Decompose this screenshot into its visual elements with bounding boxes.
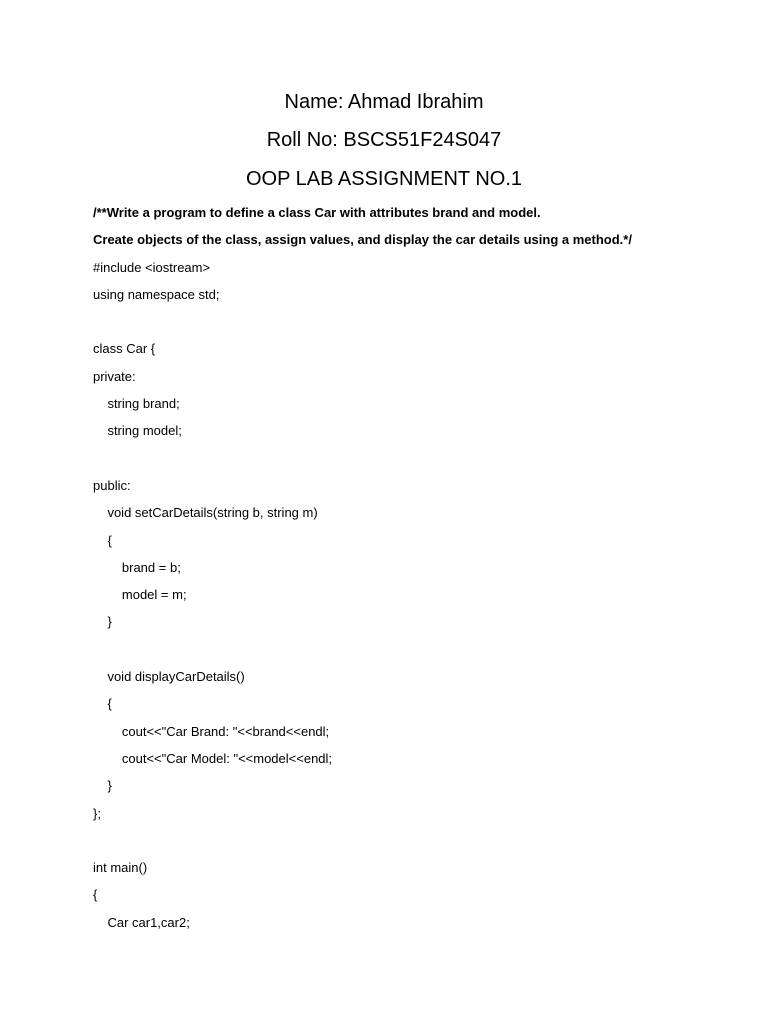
code-line: int main()	[93, 860, 148, 876]
code-line: private:	[93, 368, 136, 384]
code-line	[93, 308, 733, 335]
code-listing	[93, 199, 733, 936]
code-line: brand = b;	[93, 559, 181, 575]
assignment-title: OOP LAB ASSIGNMENT NO.1	[245, 168, 522, 190]
code-line: {	[93, 887, 98, 903]
code-line	[93, 827, 733, 854]
code-line: model = m;	[93, 587, 187, 603]
code-line: Car car1,car2;	[93, 914, 190, 930]
roll-number: Roll No: BSCS51F24S047	[266, 129, 502, 151]
code-line: }	[93, 778, 112, 794]
code-line	[93, 445, 733, 472]
student-name: Name: Ahmad Ibrahim	[284, 91, 484, 113]
code-line: cout<<"Car Model: "<<model<<endl;	[93, 750, 333, 766]
code-line: class Car {	[93, 341, 156, 357]
code-line: public:	[93, 477, 131, 493]
problem-statement-line-2: Create objects of the class, assign values, and display the car details using a method.*/	[93, 232, 632, 248]
code-line	[93, 636, 733, 663]
code-line: string model;	[93, 423, 182, 439]
code-line: {	[93, 532, 112, 548]
code-line: cout<<"Car Brand: "<<brand<<endl;	[93, 723, 330, 739]
code-line: string brand;	[93, 396, 180, 412]
code-line: void displayCarDetails()	[93, 669, 245, 685]
code-line: #include <iostream>	[93, 259, 211, 275]
code-line: void setCarDetails(string b, string m)	[93, 505, 318, 521]
code-line: }	[93, 614, 112, 630]
code-line: using namespace std;	[93, 286, 220, 302]
code-line: {	[93, 696, 112, 712]
code-line: };	[93, 805, 101, 821]
problem-statement-line-1: /**Write a program to define a class Car with attributes brand and model.	[93, 205, 541, 220]
